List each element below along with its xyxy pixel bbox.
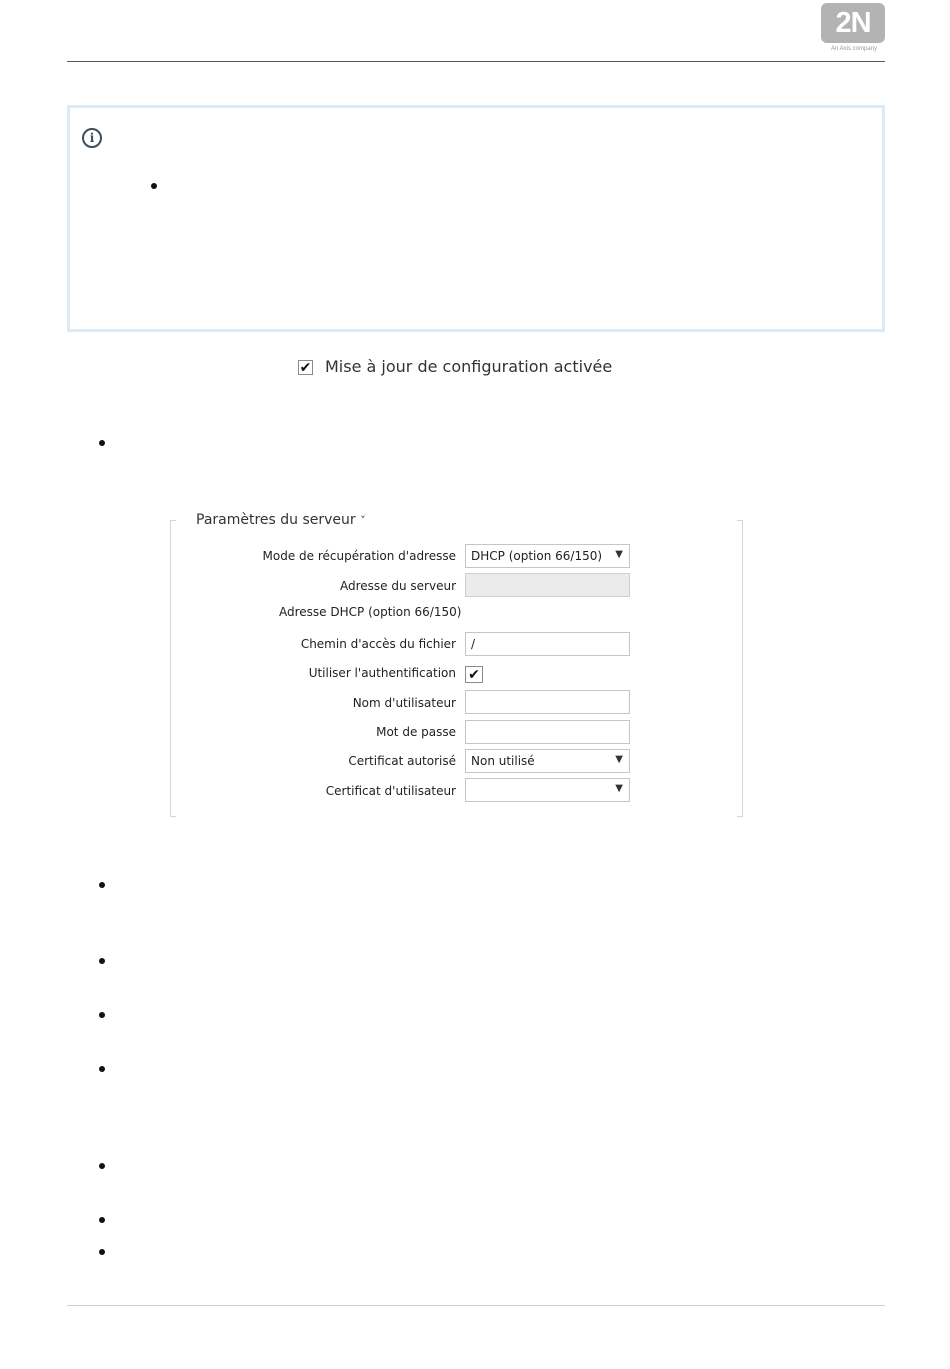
fieldset-corner [170,520,176,521]
dropdown-arrow-icon: ▼ [615,783,623,794]
chevron-down-icon: ˅ [360,514,366,527]
file-path-input[interactable]: / [465,632,630,656]
list-bullet [99,440,105,446]
address-mode-select[interactable]: DHCP (option 66/150) ▼ [465,544,630,568]
list-bullet [99,1217,105,1223]
username-input[interactable] [465,690,630,714]
server-settings-legend[interactable]: Paramètres du serveur ˅ [196,512,370,528]
fieldset-corner [170,816,176,817]
server-address-label: Adresse du serveur [340,579,456,593]
info-bullet [151,183,157,189]
dropdown-arrow-icon: ▼ [615,754,623,765]
trusted-cert-label: Certificat autorisé [348,754,456,768]
file-path-label: Chemin d'accès du fichier [300,637,456,651]
use-auth-label: Utiliser l'authentification [308,666,456,680]
check-icon: ✔ [299,359,312,376]
footer-divider [67,1305,885,1306]
username-label: Nom d'utilisateur [352,696,456,710]
header-divider [67,61,885,62]
brand-logo: 2N [821,3,885,43]
config-update-checkbox[interactable] [298,360,313,375]
list-bullet [99,1066,105,1072]
check-icon: ✔ [468,666,480,683]
fieldset-corner [737,520,743,521]
config-update-label: Mise à jour de configuration activée [325,357,613,376]
dhcp-address-label: Adresse DHCP (option 66/150) [279,605,462,619]
fieldset-border-right [742,520,743,817]
list-bullet [99,1249,105,1255]
user-cert-select[interactable] [465,778,630,802]
use-auth-checkbox[interactable] [465,666,483,683]
list-bullet [99,958,105,964]
list-bullet [99,1163,105,1169]
password-input[interactable] [465,720,630,744]
user-cert-label: Certificat d'utilisateur [325,784,456,798]
brand-tagline: An Axis company [830,46,878,52]
fieldset-border-left [170,520,171,817]
address-mode-label: Mode de récupération d'adresse [262,549,456,563]
trusted-cert-select[interactable]: Non utilisé ▼ [465,749,630,773]
list-bullet [99,1012,105,1018]
server-address-input [465,573,630,597]
info-icon: i [82,128,102,148]
dropdown-arrow-icon: ▼ [615,549,623,560]
info-panel [67,105,885,332]
password-label: Mot de passe [376,725,456,739]
fieldset-corner [737,816,743,817]
list-bullet [99,882,105,888]
